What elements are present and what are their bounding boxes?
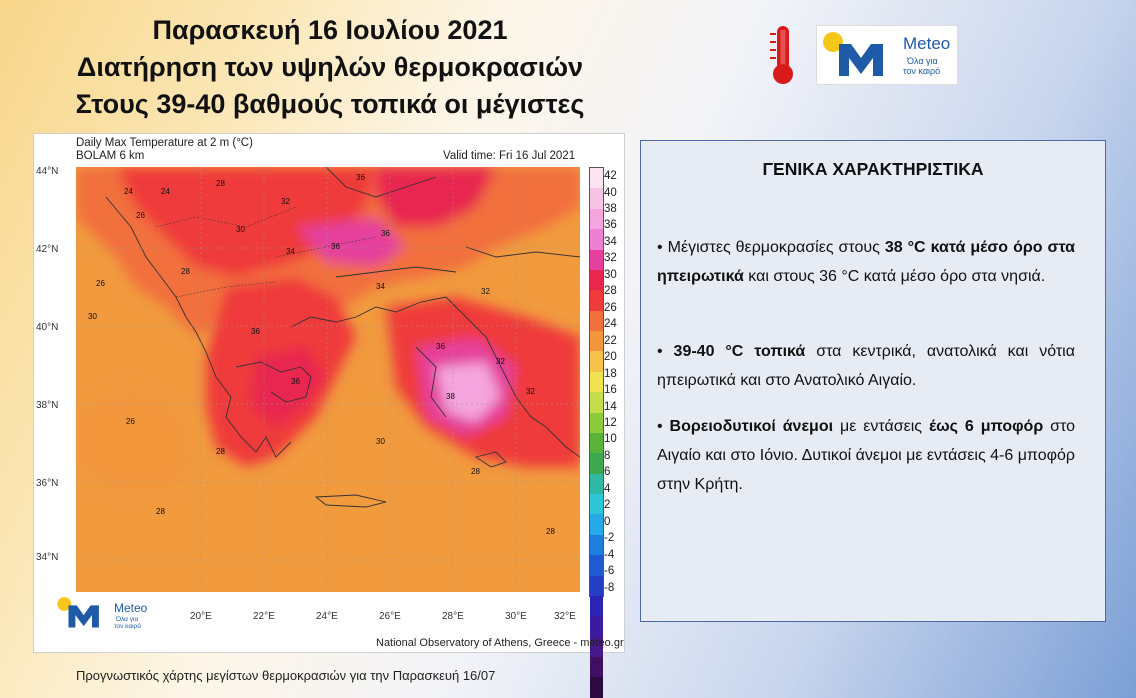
title-line-1: Παρασκευή 16 Ιουλίου 2021 <box>152 15 508 45</box>
lon-label-32: 32°E <box>554 611 576 622</box>
meteo-logo <box>816 25 958 85</box>
slide-title <box>20 12 640 123</box>
colorbar-swatch <box>590 677 603 697</box>
lon-label-20: 20°E <box>190 611 212 622</box>
colorbar-swatch <box>590 331 603 351</box>
general-features-panel <box>640 140 1106 622</box>
colorbar-label: -2 <box>604 532 615 545</box>
bullet-1-text-b: και στους 36 °C κατά μέσο όρο στα νησιά. <box>743 268 1046 285</box>
colorbar-swatch <box>590 474 603 494</box>
colorbar-label: 12 <box>604 416 617 429</box>
temperature-map <box>33 133 625 653</box>
lat-label-38: 38°N <box>36 400 59 411</box>
colorbar-label: 22 <box>604 334 617 347</box>
colorbar-swatch <box>590 596 603 616</box>
colorbar-swatch <box>590 270 603 290</box>
lon-label-30: 30°E <box>505 611 527 622</box>
colorbar-label: 14 <box>604 400 617 413</box>
colorbar-swatch <box>590 392 603 412</box>
title-line-2: Διατήρηση των υψηλών θερμοκρασιών <box>76 52 584 82</box>
colorbar-label: 34 <box>604 235 617 248</box>
map-header-title: Daily Max Temperature at 2 m (°C) <box>76 137 253 149</box>
colorbar-swatch <box>590 168 603 188</box>
bullet-3-bold-a: Βορειοδυτικοί άνεμοι <box>669 418 834 435</box>
colorbar-swatch <box>590 535 603 555</box>
colorbar-label: 10 <box>604 433 617 446</box>
colorbar-swatch <box>590 209 603 229</box>
colorbar-label: 4 <box>604 482 611 495</box>
colorbar-swatch <box>590 311 603 331</box>
bullet-3-text-a: με εντάσεις <box>833 418 929 435</box>
map-logo-tagline-2: τον καιρό <box>114 623 141 630</box>
colorbar-swatch <box>590 657 603 677</box>
colorbar-label: 38 <box>604 202 617 215</box>
colorbar-swatch <box>590 372 603 392</box>
colorbar-swatch <box>590 351 603 371</box>
colorbar-label: 30 <box>604 268 617 281</box>
lat-label-44: 44°N <box>36 166 59 177</box>
bullet-2-text: στα κεντρικά, ανατολικά και νότια ηπειρωτικά και στο Ανατολικό Αιγαίο. <box>657 343 1075 389</box>
colorbar-label: 0 <box>604 515 611 528</box>
colorbar-label: -4 <box>604 548 615 561</box>
colorbar-swatch <box>590 494 603 514</box>
colorbar-label: 32 <box>604 252 617 265</box>
colorbar-swatch <box>590 413 603 433</box>
colorbar-label: -8 <box>604 581 615 594</box>
bullet-1-bold: 38 °C κατά μέσο όρο στα ηπειρωτικά <box>657 239 1076 285</box>
bullet-1-text-a: Μέγιστες θερμοκρασίες στους <box>667 239 885 256</box>
map-field <box>76 167 580 592</box>
colorbar-label: 24 <box>604 318 617 331</box>
bullet-3-text-b: στο Αιγαίο και στο Ιόνιο. Δυτικοί άνεμοι με εντάσεις 4-6 μποφόρ στην Κρήτη. <box>657 418 1076 493</box>
colorbar-label: 42 <box>604 170 617 183</box>
colorbar <box>589 167 604 597</box>
logo-name: Meteo <box>903 34 951 53</box>
bullet-2-bold: 39-40 °C τοπικά <box>673 343 806 360</box>
colorbar-swatch <box>590 188 603 208</box>
colorbar-swatch <box>590 250 603 270</box>
colorbar-swatch <box>590 616 603 636</box>
logo-tagline-1: Όλα για <box>907 56 938 66</box>
colorbar-label: 6 <box>604 466 611 479</box>
colorbar-label: 28 <box>604 285 617 298</box>
colorbar-label: 36 <box>604 219 617 232</box>
colorbar-label: 20 <box>604 351 617 364</box>
map-header-model: BOLAM 6 km <box>76 150 145 162</box>
lon-label-22: 22°E <box>253 611 275 622</box>
map-logo-name: Meteo <box>114 601 148 615</box>
colorbar-label: 40 <box>604 186 617 199</box>
lon-label-24: 24°E <box>316 611 338 622</box>
lat-label-34: 34°N <box>36 552 59 563</box>
colorbar-label: 8 <box>604 449 611 462</box>
map-caption: Προγνωστικός χάρτης μεγίστων θερμοκρασιών για την Παρασκευή 16/07 <box>76 668 496 683</box>
colorbar-label: 18 <box>604 367 617 380</box>
colorbar-swatch <box>590 555 603 575</box>
lat-label-36: 36°N <box>36 478 59 489</box>
colorbar-swatch <box>590 453 603 473</box>
bullet-3-bold-b: έως 6 μποφόρ <box>928 418 1044 435</box>
bullet-winds: • Βορειοδυτικοί άνεμοι με εντάσεις έως 6 μποφόρ στο Αιγαίο και στο Ιόνιο. Δυτικοί άνεμοι με εντάσεις 4-6 μποφόρ στην Κρήτη. <box>657 418 1076 493</box>
colorbar-swatch <box>590 433 603 453</box>
bullet-local-temps: • 39-40 °C τοπικά στα κεντρικά, ανατολικά και νότια ηπειρωτικά και στο Ανατολικό Αιγαίο. <box>657 343 1075 389</box>
map-logo-tagline-1: Όλα για <box>116 616 139 623</box>
colorbar-label: 16 <box>604 384 617 397</box>
map-credit: National Observatory of Athens, Greece - meteo.gr <box>376 637 624 649</box>
colorbar-label: -6 <box>604 565 615 578</box>
meteo-logo-icon <box>821 30 899 80</box>
bullet-max-temps: • Μέγιστες θερμοκρασίες στους 38 °C κατά μέσο όρο στα ηπειρωτικά και στους 36 °C κατά μέσο όρο στα νησιά. <box>657 239 1076 285</box>
logo-tagline-2: τον καιρό <box>903 66 941 76</box>
lat-label-40: 40°N <box>36 322 59 333</box>
lat-label-42: 42°N <box>36 244 59 255</box>
lon-label-28: 28°E <box>442 611 464 622</box>
lon-label-26: 26°E <box>379 611 401 622</box>
colorbar-swatch <box>590 290 603 310</box>
colorbar-label: 26 <box>604 301 617 314</box>
panel-title: ΓΕΝΙΚΑ ΧΑΡΑΚΤΗΡΙΣΤΙΚΑ <box>762 159 984 179</box>
title-line-3: Στους 39-40 βαθμούς τοπικά οι μέγιστες <box>75 89 585 119</box>
colorbar-label: 2 <box>604 499 611 512</box>
colorbar-swatch <box>590 576 603 596</box>
colorbar-swatch <box>590 514 603 534</box>
thermometer-icon <box>766 24 800 86</box>
map-plot: 24 24 28 32 36 26 30 34 36 36 26 28 34 32 30 36 36 32 36 38 32 26 28 30 28 28 28 <box>76 167 580 592</box>
meteo-map-logo-icon <box>56 594 110 632</box>
map-valid-time: Valid time: Fri 16 Jul 2021 <box>443 150 576 162</box>
colorbar-swatch <box>590 229 603 249</box>
